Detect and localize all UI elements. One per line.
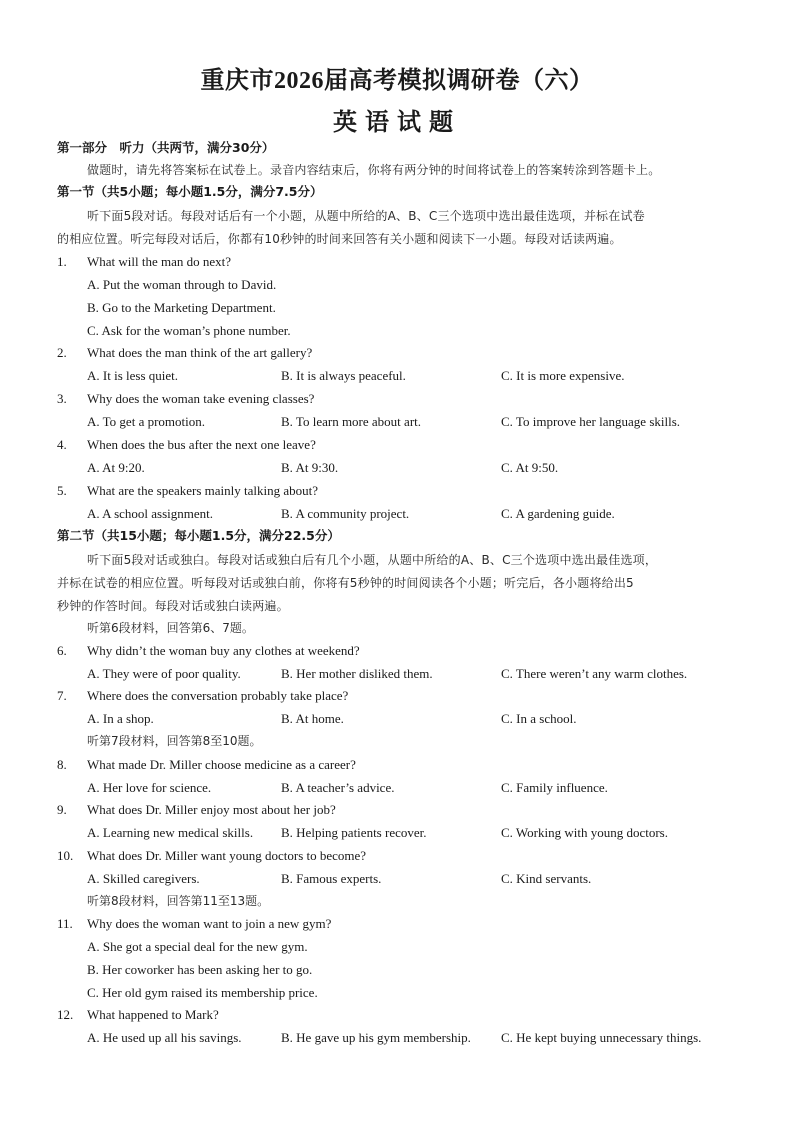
question-4: [57, 435, 757, 455]
question-12: [57, 1005, 757, 1025]
question-stem: What will the man do next?: [87, 254, 232, 269]
material-note: 听第7段材料，回答第8至10题。: [87, 734, 262, 748]
option-a: A. In a shop.: [87, 711, 154, 726]
question-number: 3.: [57, 391, 67, 406]
section1-instruction-line: 听下面5段对话。每段对话后有一个小题，从题中所给的A、B、C三个选项中选出最佳选项，并标在试卷: [87, 209, 645, 223]
question-3: [57, 389, 757, 409]
option-c: C. In a school.: [501, 711, 577, 726]
option-a: A. She got a special deal for the new gym.: [87, 939, 308, 954]
question-number: 11.: [57, 916, 73, 931]
question-stem: What does Dr. Miller enjoy most about her job?: [87, 802, 336, 817]
option-b: B. It is always peaceful.: [281, 368, 406, 383]
question-10: [57, 846, 757, 866]
option-c: C. At 9:50.: [501, 460, 559, 475]
question-number: 9.: [57, 802, 67, 817]
part1-instruction: 做题时，请先将答案标在试卷上。录音内容结束后，你将有两分钟的时间将试卷上的答案转涂到答题卡上。: [87, 163, 661, 177]
option-b: B. At home.: [281, 711, 344, 726]
option-b: B. Go to the Marketing Department.: [87, 300, 276, 315]
option-a: A. Put the woman through to David.: [87, 277, 277, 292]
question-number: 10.: [57, 848, 74, 863]
option-c: C. There weren’t any warm clothes.: [501, 666, 688, 681]
question-number: 7.: [57, 688, 67, 703]
option-c: C. Family influence.: [501, 780, 608, 795]
option-c: C. A gardening guide.: [501, 506, 615, 521]
option-a: A. Skilled caregivers.: [87, 871, 200, 886]
section2-instruction-line: 并标在试卷的相应位置。听每段对话或独白前，你将有5秒钟的时间阅读各个小题；听完后，各小题将给出5: [57, 576, 634, 590]
option-c: C. Working with young doctors.: [501, 825, 668, 840]
option-c: C. He kept buying unnecessary things.: [501, 1030, 702, 1045]
question-stem: What made Dr. Miller choose medicine as a career?: [87, 757, 356, 772]
option-a: A. A school assignment.: [87, 506, 214, 521]
question-number: 8.: [57, 757, 67, 772]
option-b: B. Helping patients recover.: [281, 825, 427, 840]
option-b: B. A teacher’s advice.: [281, 780, 395, 795]
option-a: A. He used up all his savings.: [87, 1030, 242, 1045]
question-number: 2.: [57, 345, 67, 360]
question-stem: What happened to Mark?: [87, 1007, 219, 1022]
question-2: [57, 343, 757, 363]
question-5: [57, 481, 757, 501]
question-7: [57, 686, 757, 706]
question-stem: What does the man think of the art gallery?: [87, 345, 313, 360]
option-b: B. Her coworker has been asking her to go.: [87, 962, 313, 977]
question-stem: When does the bus after the next one leave?: [87, 437, 316, 452]
question-stem: Why didn’t the woman buy any clothes at weekend?: [87, 643, 360, 658]
part1-heading: 第一部分 听力（共两节，满分30分）: [57, 140, 275, 155]
question-stem: Where does the conversation probably take place?: [87, 688, 349, 703]
material-note: 听第8段材料，回答第11至13题。: [87, 894, 270, 908]
section2-heading: 第二节（共15小题；每小题1.5分，满分22.5分）: [57, 528, 340, 543]
option-a: A. At 9:20.: [87, 460, 145, 475]
question-number: 1.: [57, 254, 67, 269]
question-number: 5.: [57, 483, 67, 498]
option-b: B. At 9:30.: [281, 460, 339, 475]
question-9: [57, 800, 757, 820]
question-stem: Why does the woman want to join a new gym?: [87, 916, 332, 931]
section2-instruction-line: 秒钟的作答时间。每段对话或独白读两遍。: [57, 599, 289, 613]
option-a: A. Learning new medical skills.: [87, 825, 254, 840]
option-c: C. Her old gym raised its membership price.: [87, 985, 318, 1000]
question-1: [57, 252, 757, 272]
question-number: 4.: [57, 437, 67, 452]
question-stem: What does Dr. Miller want young doctors to become?: [87, 848, 367, 863]
section1-heading: 第一节（共5小题；每小题1.5分，满分7.5分）: [57, 184, 323, 199]
question-8: [57, 755, 757, 775]
option-b: B. He gave up his gym membership.: [281, 1030, 471, 1045]
option-c: C. To improve her language skills.: [501, 414, 681, 429]
material-note: 听第6段材料，回答第6、7题。: [87, 621, 254, 635]
question-6: [57, 641, 757, 661]
option-c: C. It is more expensive.: [501, 368, 625, 383]
option-b: B. A community project.: [281, 506, 410, 521]
question-number: 12.: [57, 1007, 74, 1022]
question-11: [57, 914, 757, 934]
option-b: B. To learn more about art.: [281, 414, 422, 429]
option-b: B. Her mother disliked them.: [281, 666, 433, 681]
option-c: C. Ask for the woman’s phone number.: [87, 323, 291, 338]
question-number: 6.: [57, 643, 67, 658]
option-a: A. They were of poor quality.: [87, 666, 241, 681]
exam-subject-title: 英语试题: [333, 108, 461, 136]
exam-title: 重庆市2026届高考模拟调研卷（六）: [200, 68, 594, 94]
option-a: A. To get a promotion.: [87, 414, 206, 429]
section2-instruction-line: 听下面5段对话或独白。每段对话或独白后有几个小题，从题中所给的A、B、C三个选项中选出最佳选项，: [87, 553, 658, 567]
question-stem: Why does the woman take evening classes?: [87, 391, 315, 406]
option-a: A. Her love for science.: [87, 780, 212, 795]
section1-instruction-line: 的相应位置。听完每段对话后，你都有10秒钟的时间来回答有关小题和阅读下一小题。每段对话读两遍。: [57, 232, 622, 246]
option-c: C. Kind servants.: [501, 871, 592, 886]
option-b: B. Famous experts.: [281, 871, 382, 886]
option-a: A. It is less quiet.: [87, 368, 178, 383]
question-stem: What are the speakers mainly talking about?: [87, 483, 319, 498]
